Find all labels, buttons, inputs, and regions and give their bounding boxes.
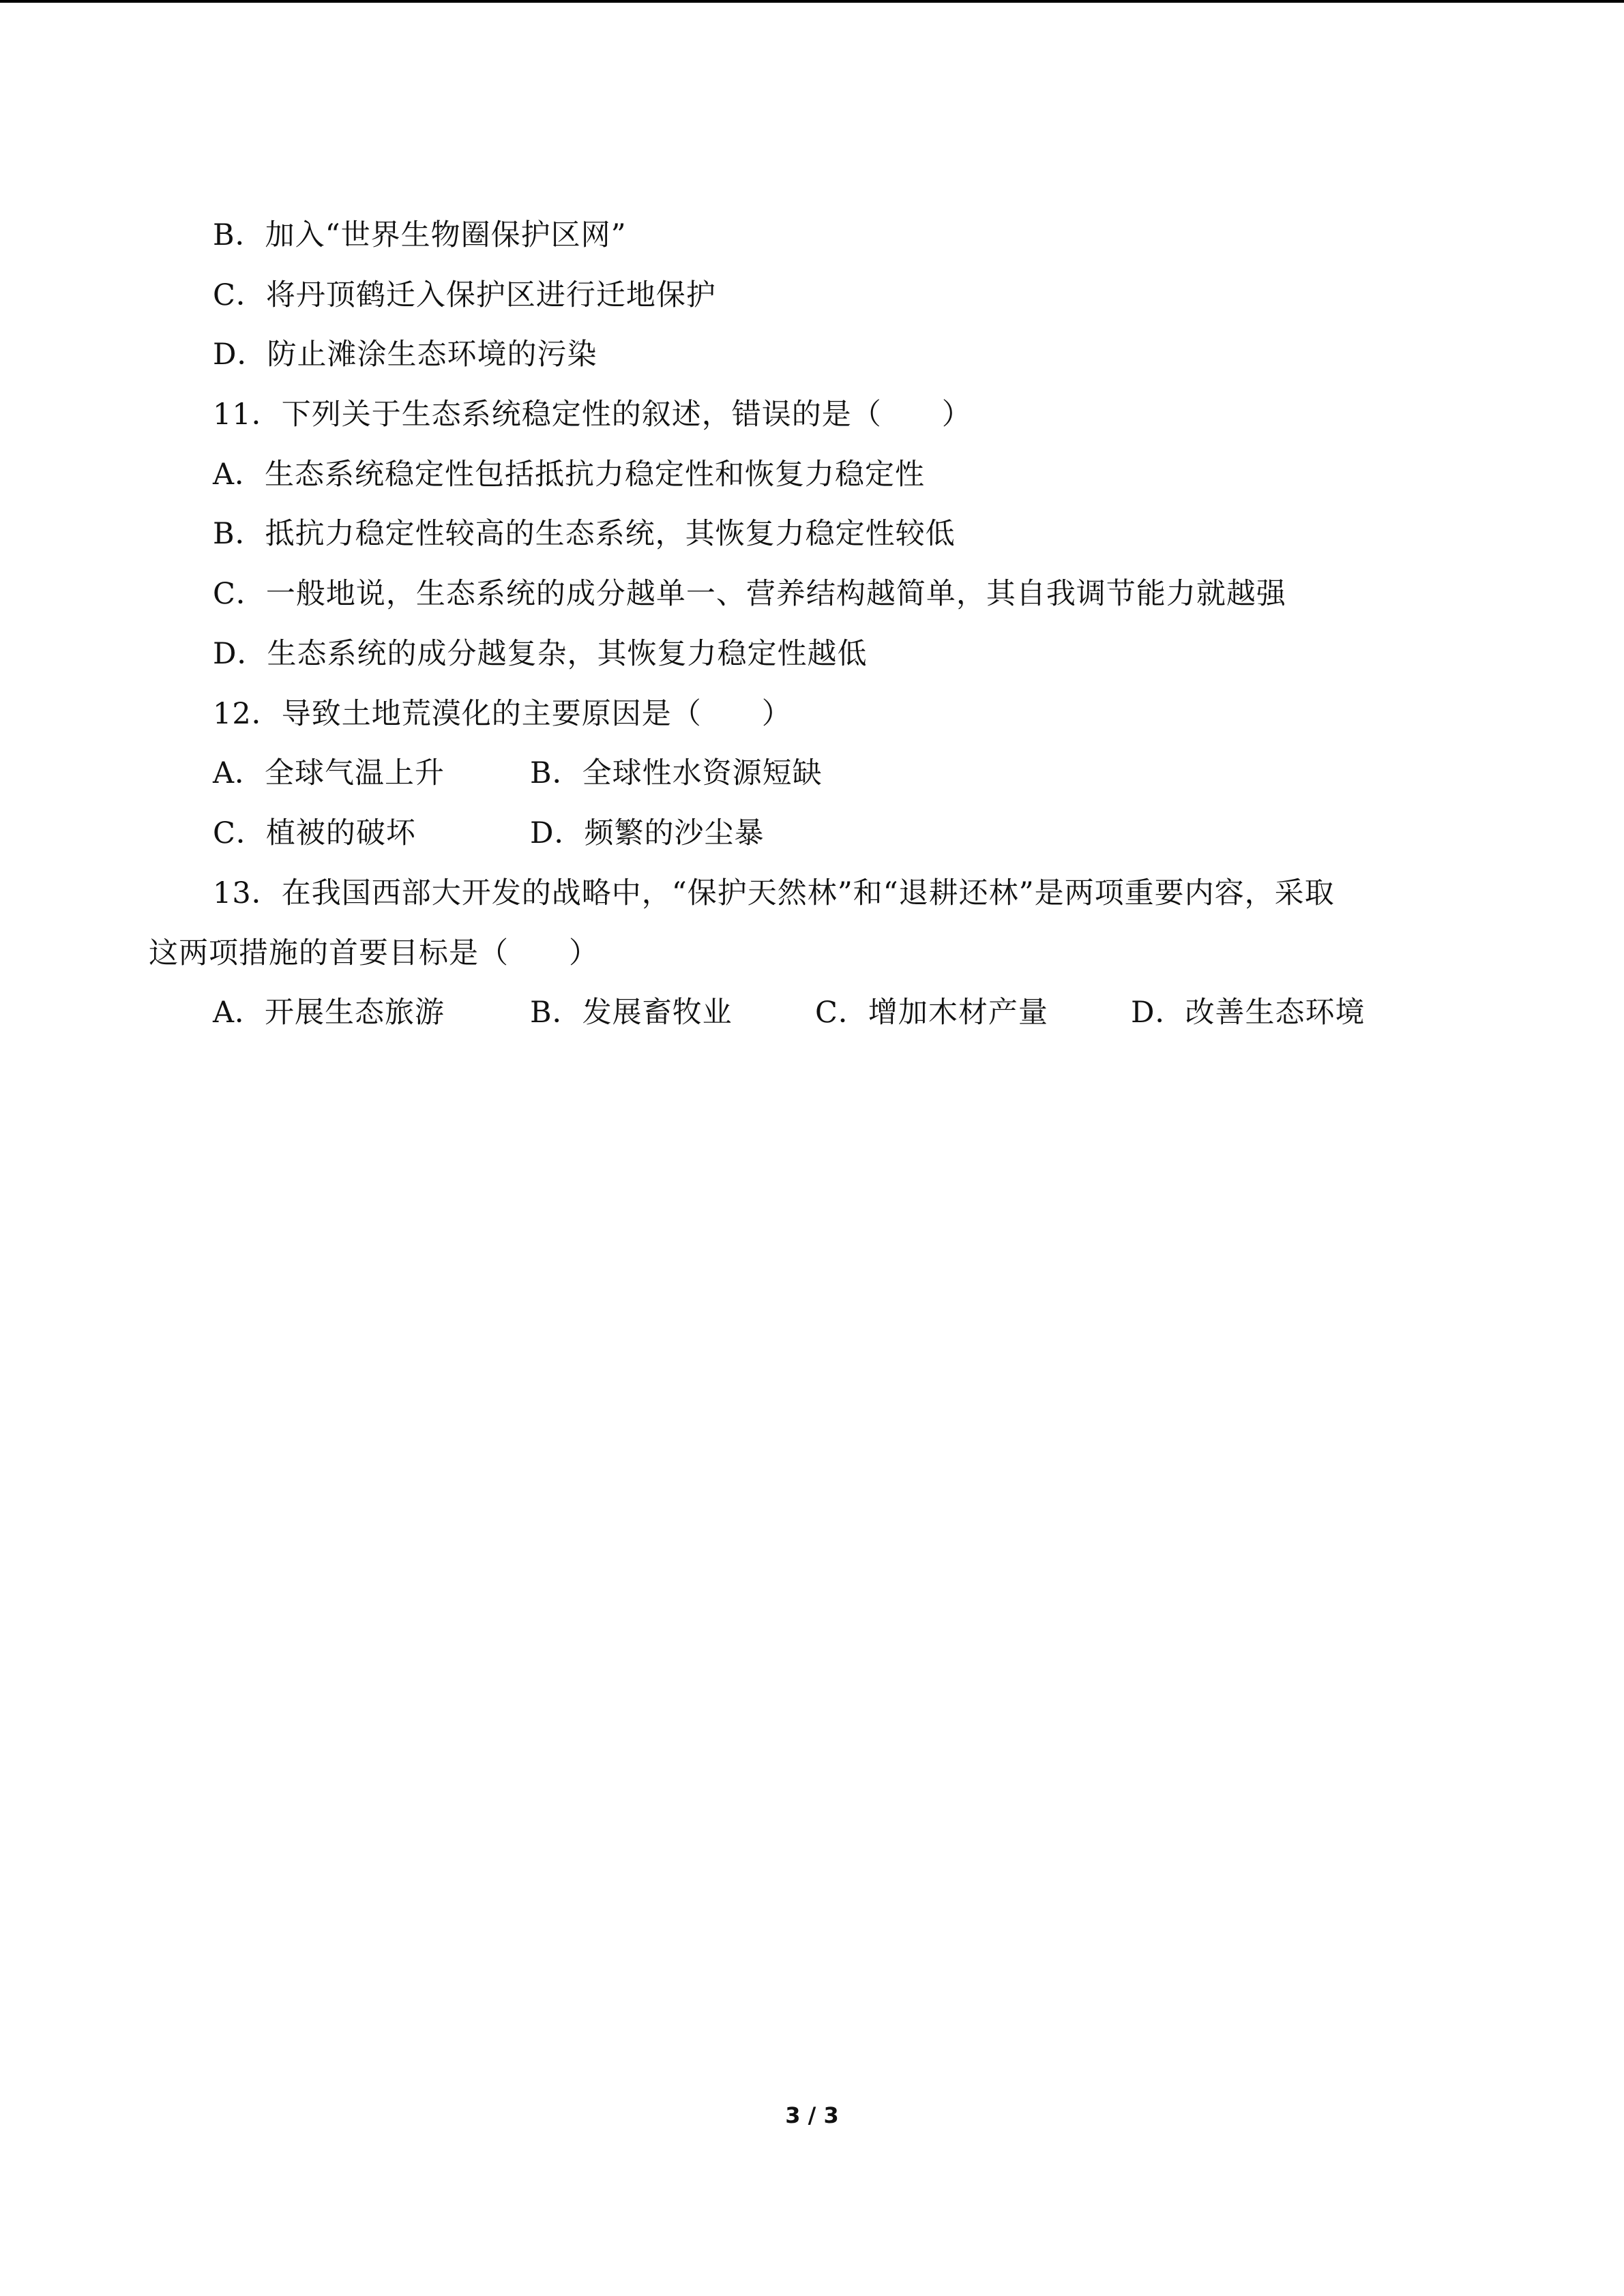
page-number: 3 / 3 [785, 2102, 839, 2128]
q10-option-c: C．将丹顶鹤迁入保护区进行迁地保护 [213, 278, 716, 312]
q13-option-d: D．改善生态环境 [1131, 996, 1365, 1030]
q11-option-a: A．生态系统稳定性包括抵抗力稳定性和恢复力稳定性 [213, 458, 926, 492]
q13-option-b: B．发展畜牧业 [530, 996, 733, 1030]
q11-stem: 11．下列关于生态系统稳定性的叙述，错误的是（ ） [213, 398, 972, 432]
q12-stem: 12．导致土地荒漠化的主要原因是（ ） [213, 697, 792, 731]
q13-stem-line1: 13．在我国西部大开发的战略中，“保护天然林”和“退耕还林”是两项重要内容，采取 [213, 876, 1335, 910]
q13-stem-line2: 这两项措施的首要目标是（ ） [149, 936, 599, 970]
q12-option-c: C．植被的破坏 [213, 816, 416, 850]
q11-option-d: D．生态系统的成分越复杂，其恢复力稳定性越低 [213, 637, 868, 671]
q13-option-c: C．增加木材产量 [815, 996, 1048, 1030]
q10-option-b: B．加入“世界生物圈保护区网” [213, 218, 627, 252]
q11-option-b: B．抵抗力稳定性较高的生态系统，其恢复力稳定性较低 [213, 517, 956, 551]
q13-option-a: A．开展生态旅游 [213, 996, 445, 1030]
q12-option-b: B．全球性水资源短缺 [530, 756, 823, 790]
q10-option-d: D．防止滩涂生态环境的污染 [213, 338, 597, 372]
q12-option-a: A．全球气温上升 [213, 756, 445, 790]
q12-option-d: D．频繁的沙尘暴 [530, 816, 765, 850]
q11-option-c: C．一般地说，生态系统的成分越单一、营养结构越简单，其自我调节能力就越强 [213, 577, 1286, 611]
